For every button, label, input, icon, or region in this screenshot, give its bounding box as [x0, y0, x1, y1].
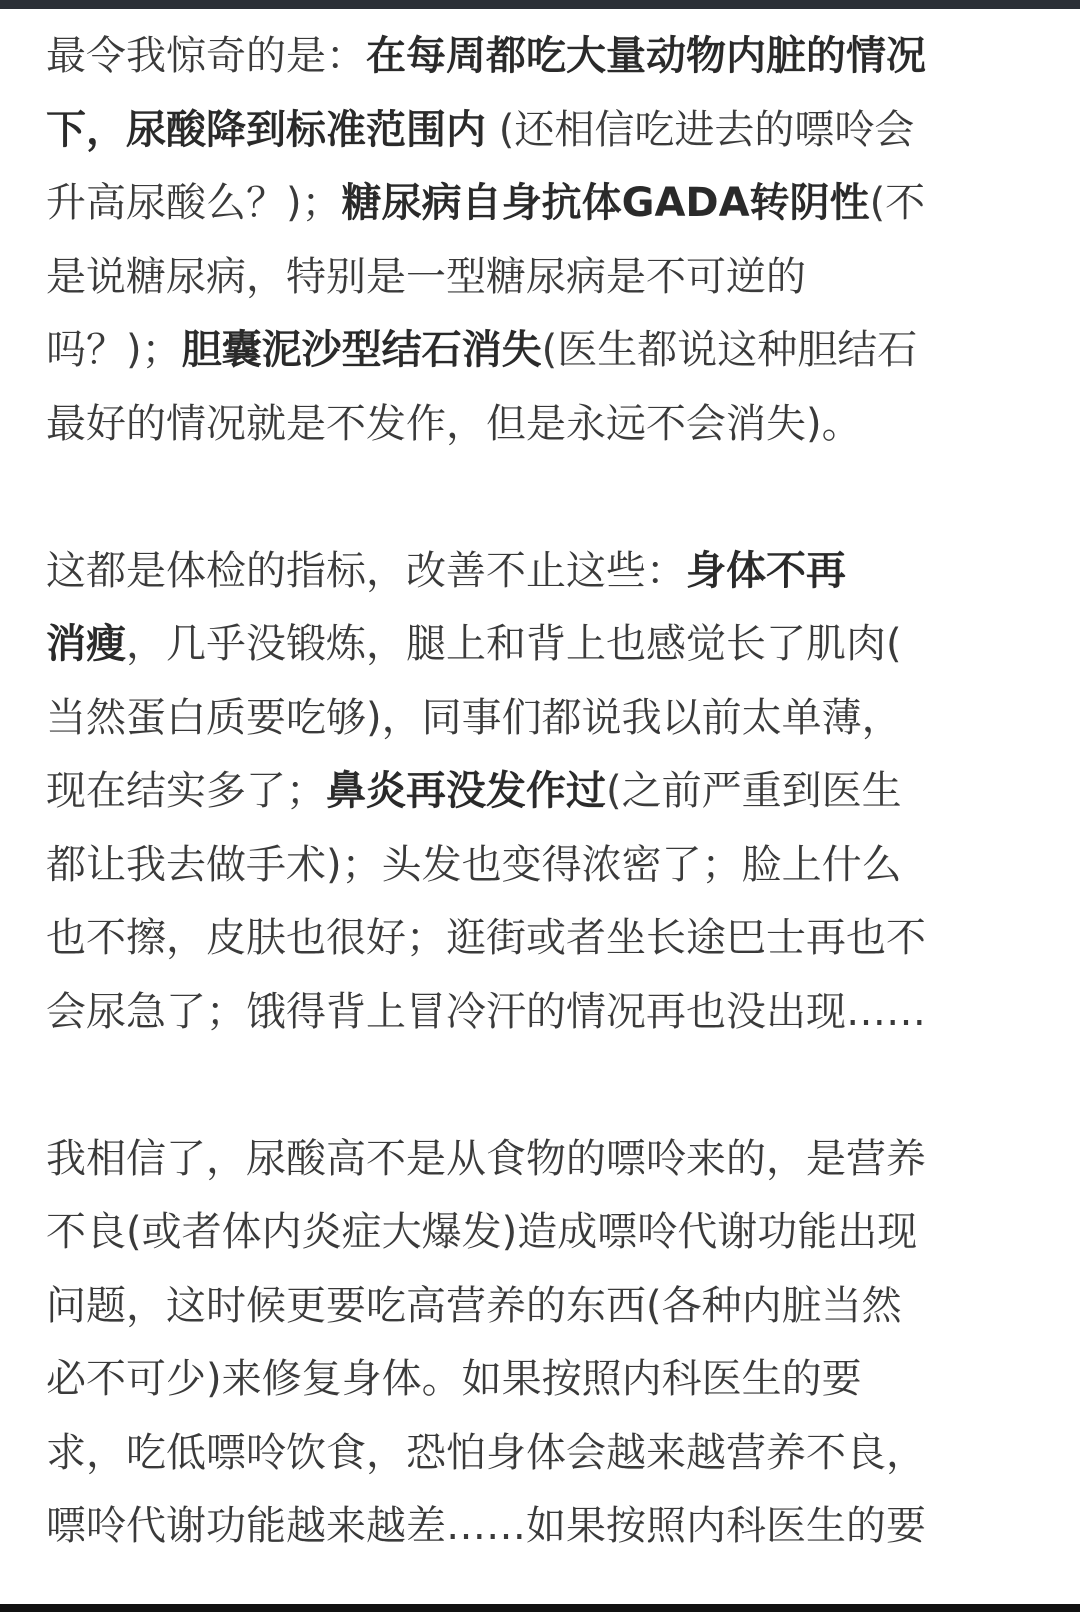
body-text: 是说糖尿病，特别是一型糖尿病是不可逆的 — [46, 253, 806, 300]
text-line — [46, 1123, 1046, 1197]
body-text: (不 — [869, 180, 926, 226]
bold-highlight-text: 胆囊泥沙型结石消失 — [181, 327, 542, 373]
body-text: 必不可少)来修复身体。如果按照内科医生的要 — [46, 1356, 862, 1402]
body-text: 嘌呤代谢功能越来越差……如果按照内科医生的要 — [46, 1503, 926, 1549]
text-line — [46, 755, 1046, 829]
body-text: (还相信吃进去的嘌呤会 — [486, 106, 915, 153]
bold-highlight-text: 消瘦 — [46, 621, 126, 667]
text-line — [46, 1196, 1046, 1270]
text-line — [46, 20, 1046, 94]
paragraph-gap — [46, 1049, 1046, 1123]
body-text: 我相信了，尿酸高不是从食物的嘌呤来的，是营养 — [46, 1135, 926, 1182]
text-line — [46, 1270, 1046, 1344]
bold-highlight-text: 鼻炎再没发作过 — [326, 768, 606, 814]
body-text: 也不擦，皮肤也很好；逛街或者坐长途巴士再也不 — [46, 915, 926, 961]
text-line — [46, 314, 1046, 388]
bold-highlight-text: 身体不再 — [686, 547, 846, 594]
bold-highlight-text: 糖尿病自身抗体GADA转阴性 — [341, 180, 870, 226]
body-text: 会尿急了；饿得背上冒冷汗的情况再也没出现…… — [46, 988, 926, 1035]
text-line — [46, 829, 1046, 903]
text-line — [46, 682, 1046, 756]
text-line — [46, 388, 1046, 462]
body-text: 不良(或者体内炎症大爆发)造成嘌呤代谢功能出现 — [46, 1209, 918, 1255]
body-text: 都让我去做手术)；头发也变得浓密了；脸上什么 — [46, 841, 902, 888]
text-line — [46, 976, 1046, 1050]
paragraph-3 — [46, 1123, 1046, 1564]
paragraph-1 — [46, 20, 1046, 461]
text-line — [46, 1490, 1046, 1564]
text-line — [46, 167, 1046, 241]
body-text: 当然蛋白质要吃够)，同事们都说我以前太单薄， — [46, 694, 902, 741]
text-line — [46, 241, 1046, 315]
paragraph-2 — [46, 535, 1046, 1050]
body-text: 问题，这时候更要吃高营养的东西(各种内脏当然 — [46, 1282, 902, 1329]
body-text: (医生都说这种胆结石 — [541, 327, 918, 373]
top-status-bar — [0, 0, 1080, 9]
text-line — [46, 1417, 1046, 1491]
body-text: (之前严重到医生 — [606, 768, 902, 814]
text-line — [46, 535, 1046, 609]
paragraph-gap — [46, 461, 1046, 535]
body-text: 求，吃低嘌呤饮食，恐怕身体会越来越营养不良， — [46, 1429, 926, 1476]
text-line — [46, 94, 1046, 168]
bold-highlight-text: 在每周都吃大量动物内脏的情况 — [366, 33, 926, 79]
body-text: 现在结实多了； — [46, 768, 326, 814]
text-line — [46, 608, 1046, 682]
bottom-edge-bar — [0, 1604, 1080, 1612]
body-text: ，几乎没锻炼，腿上和背上也感觉长了肌肉( — [126, 621, 902, 667]
body-text: 这都是体检的指标，改善不止这些： — [46, 547, 686, 594]
body-text: 升高尿酸么？)； — [46, 180, 342, 226]
text-line — [46, 1343, 1046, 1417]
body-text: 最令我惊奇的是： — [46, 33, 366, 79]
bold-highlight-text: 下，尿酸降到标准范围内 — [46, 106, 486, 153]
body-text: 吗？)； — [46, 327, 182, 373]
article-body — [46, 20, 1046, 1564]
body-text: 最好的情况就是不发作，但是永远不会消失)。 — [46, 400, 862, 447]
text-line — [46, 902, 1046, 976]
